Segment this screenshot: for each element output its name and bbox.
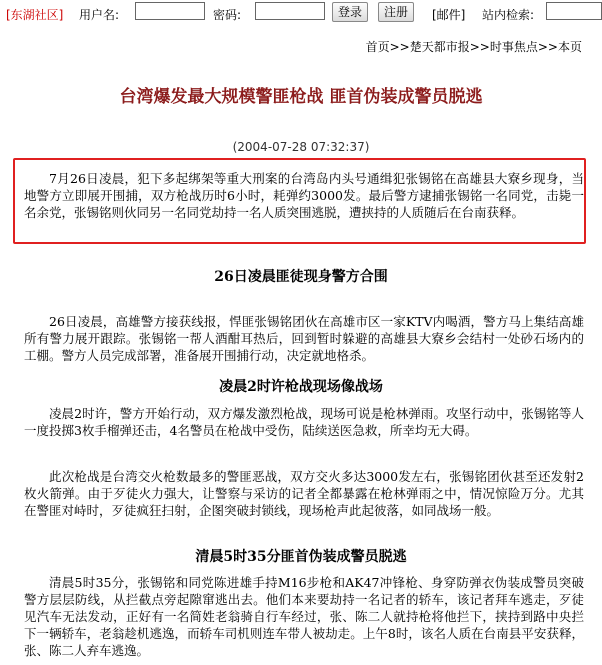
article-paragraph: 凌晨2时许，警方开始行动，双方爆发激烈枪战，现场可说是枪林弹雨。攻坚行动中，张锡铭等人一度投掷3枚手榴弹还击，4名警员在枪战中受伤，陆续送医急救，所幸均无大碍。 [24,406,584,438]
article-paragraph: 此次枪战是台湾交火枪数最多的警匪恶战，双方交火多达3000发左右，张锡铭团伙甚至还发射2枚火箭弹。由于歹徒火力强大，让警察与采访的记者全都暴露在枪林弹雨之中，情况惊险万分。尤其在警匪对峙时，歹徒疯狂扫射，企图突破封锁线，现场枪声此起彼落，如同战场一般。 [24,469,584,518]
site-name-link[interactable]: [东湖社区] [6,8,64,22]
search-label: 站内检索: [482,8,535,22]
section-heading: 26日凌晨匪徒现身警方合围 [214,269,388,285]
password-input[interactable] [255,2,325,20]
section-heading: 凌晨2时许枪战现场像战场 [219,379,383,395]
breadcrumb-current: 本页 [557,40,582,54]
article-lead: 7月26日凌晨，犯下多起绑架等重大刑案的台湾岛内头号通缉犯张锡铭在高雄县大寮乡现身，当地警方立即展开围捕，双方枪战历时6小时，耗弹约3000发。最后警方逮捕张锡铭一名同党，击毙一名余党，张锡铭则伙同另一名同党劫持一名人质突围逃脱，遭挟持的人质随后在台南获释。 [24,171,584,220]
article-paragraph: 26日凌晨，高雄警方接获线报，悍匪张锡铭团伙在高雄市区一家KTV内喝酒，警方马上集结高雄所有警力展开跟踪。张锡铭一帮人酒酣耳热后，回到暂时躲避的高雄县大寮乡会结村一处砂石场内的工棚。警方人员完成部署，准备展开围捕行动，决定就地格杀。 [24,314,584,363]
breadcrumb-newspaper[interactable]: 楚天都市报 [409,40,470,54]
breadcrumb [366,38,582,55]
username-input[interactable] [135,2,205,20]
top-bar [0,0,602,28]
breadcrumb-separator: >> [389,40,410,54]
login-button[interactable]: 登录 [332,2,368,22]
username-label: 用户名: [79,8,120,22]
mail-link[interactable]: [邮件] [432,8,466,22]
breadcrumb-section[interactable]: 时事焦点 [489,40,538,54]
register-button[interactable]: 注册 [378,2,414,22]
breadcrumb-home[interactable]: 首页 [365,40,390,54]
article-paragraph: 清晨5时35分，张锡铭和同党陈进雄手持M16步枪和AK47冲锋枪、身穿防弹衣伪装成警员突破警方层层防线，从拦截点旁起隙窜逃出去。他们本来要劫持一名记者的轿车，该记者拜车逃走，歹徒见汽车无法发动，正好有一名简姓老翁骑自行车经过，张、陈二人就持枪将他拦下，挟持到路中央拦下一辆轿车，老翁趁机逃逸，而轿车司机则连车带人被劫走。上午8时，该名人质在台南县平安获释，张、陈二人弃车逃逸。 [24,575,584,658]
breadcrumb-separator: >> [537,40,558,54]
article-title: 台湾爆发最大规模警匪枪战 匪首伪装成警员脱逃 [119,87,483,107]
breadcrumb-separator: >> [469,40,490,54]
article-date: (2004-07-28 07:32:37) [232,140,370,154]
search-input[interactable] [546,2,602,20]
password-label: 密码: [213,8,242,22]
section-heading: 清晨5时35分匪首伪装成警员脱逃 [195,549,407,565]
